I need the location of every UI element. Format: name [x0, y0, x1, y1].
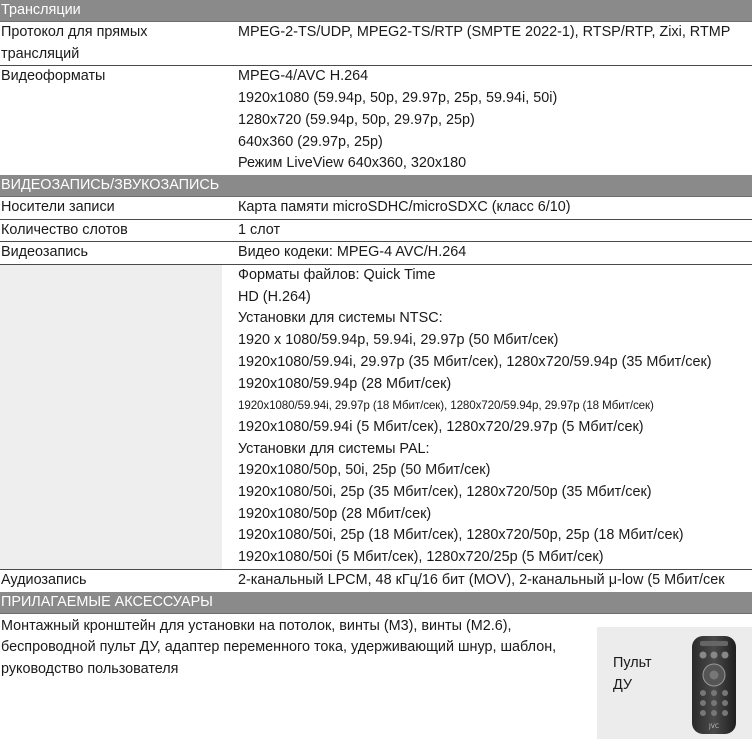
video-detail-line: Установки для системы PAL: — [238, 440, 430, 457]
video-detail-line: 1920x1080/50p (28 Мбит/сек) — [238, 505, 432, 522]
spec-value-media: Карта памяти microSDHC/microSDXC (класс 6/10) — [238, 198, 571, 215]
spec-row-protocol — [0, 22, 752, 65]
video-detail-line: 1920x1080/50i, 25p (18 Мбит/сек), 1280x720/50p, 25p (18 Мбит/сек) — [238, 527, 684, 544]
video-detail-line: 1920 x 1080/59.94p, 59.94i, 29.97p (50 Мбит/сек) — [238, 332, 559, 349]
video-format-line: Режим LiveView 640x360, 320x180 — [238, 155, 467, 172]
section-header-accessories: ПРИЛАГАЕМЫЕ АКСЕССУАРЫ — [0, 592, 752, 614]
spec-row-video-details — [0, 264, 752, 569]
video-detail-line: 1920x1080/59.94i, 29.97p (35 Мбит/сек), 1280x720/59.94p (35 Мбит/сек) — [238, 353, 712, 370]
video-detail-line: HD (H.264) — [238, 288, 311, 305]
spec-value-protocol: MPEG-2-TS/UDP, MPEG2-TS/RTP (SMPTE 2022-1), RTSP/RTP, Zixi, RTMP — [238, 24, 731, 40]
spec-row-media — [0, 197, 752, 219]
spec-row-audio — [0, 569, 752, 592]
accessories-block — [0, 614, 752, 739]
accessories-text: Монтажный кронштейн для установки на потолок, винты (M3), винты (M2.6), беспроводной пульт ДУ, адаптер переменного тока, удерживающий шнур, шаблон, руководство пользователя — [1, 617, 557, 677]
spec-value-video-formats — [222, 66, 752, 175]
spec-label-video-formats: Видеоформаты — [1, 68, 106, 85]
section-header-recording: ВИДЕОЗАПИСЬ/ЗВУКОЗАПИСЬ — [0, 175, 752, 197]
spec-value-audio: 2-канальный LPCM, 48 кГц/16 бит (MOV), 2-канальный μ-low (5 Мбит/сек — [238, 571, 725, 588]
remote-control-icon — [689, 635, 739, 735]
protocol-label-text: Протокол для прямых трансляций — [1, 24, 148, 62]
video-detail-line: 1920x1080/59.94p (28 Мбит/сек) — [238, 375, 452, 392]
video-detail-line: 1920x1080/50i, 25p (35 Мбит/сек), 1280x720/50p (35 Мбит/сек) — [238, 484, 652, 501]
spec-row-video — [0, 241, 752, 264]
remote-label: Пульт ДУ — [613, 654, 652, 693]
video-detail-line: Установки для системы NTSC: — [238, 310, 443, 327]
video-detail-line: Форматы файлов: Quick Time — [238, 267, 436, 284]
spec-label-protocol — [0, 22, 222, 65]
video-detail-line: 1920x1080/50p, 50i, 25p (50 Мбит/сек) — [238, 462, 491, 479]
spec-label-video-details-blank — [0, 265, 222, 569]
video-detail-line: 1920x1080/59.94i, 29.97p (18 Мбит/сек), 1280x720/59.94p, 29.97p (18 Мбит/сек) — [238, 399, 654, 413]
spec-value-video-details — [222, 265, 752, 569]
remote-panel — [597, 627, 752, 739]
spec-label-video: Видеозапись — [1, 244, 89, 261]
remote-brand-logo: JVC — [708, 722, 720, 730]
video-format-line: 1280x720 (59.94p, 50p, 29.97p, 25p) — [238, 111, 475, 128]
spec-value-slots: 1 слот — [238, 221, 281, 238]
spec-row-video-formats — [0, 65, 752, 175]
spec-label-slots: Количество слотов — [1, 221, 128, 238]
video-format-line: 1920x1080 (59.94p, 50p, 29.97p, 25p, 59.94i, 50i) — [238, 90, 558, 107]
video-format-line: 640x360 (29.97p, 25p) — [238, 133, 383, 150]
spec-row-slots — [0, 219, 752, 242]
video-detail-line: 1920x1080/59.94i (5 Мбит/сек), 1280x720/29.97p (5 Мбит/сек) — [238, 418, 644, 435]
section-header-streaming: Трансляции — [0, 0, 752, 22]
spec-value-video-codec: Видео кодеки: MPEG-4 AVC/H.264 — [238, 244, 467, 261]
spec-label-audio: Аудиозапись — [1, 571, 87, 588]
video-format-line: MPEG-4/AVC H.264 — [238, 68, 369, 85]
video-detail-line: 1920x1080/50i (5 Мбит/сек), 1280x720/25p (5 Мбит/сек) — [238, 549, 604, 566]
spec-label-media: Носители записи — [1, 198, 115, 215]
